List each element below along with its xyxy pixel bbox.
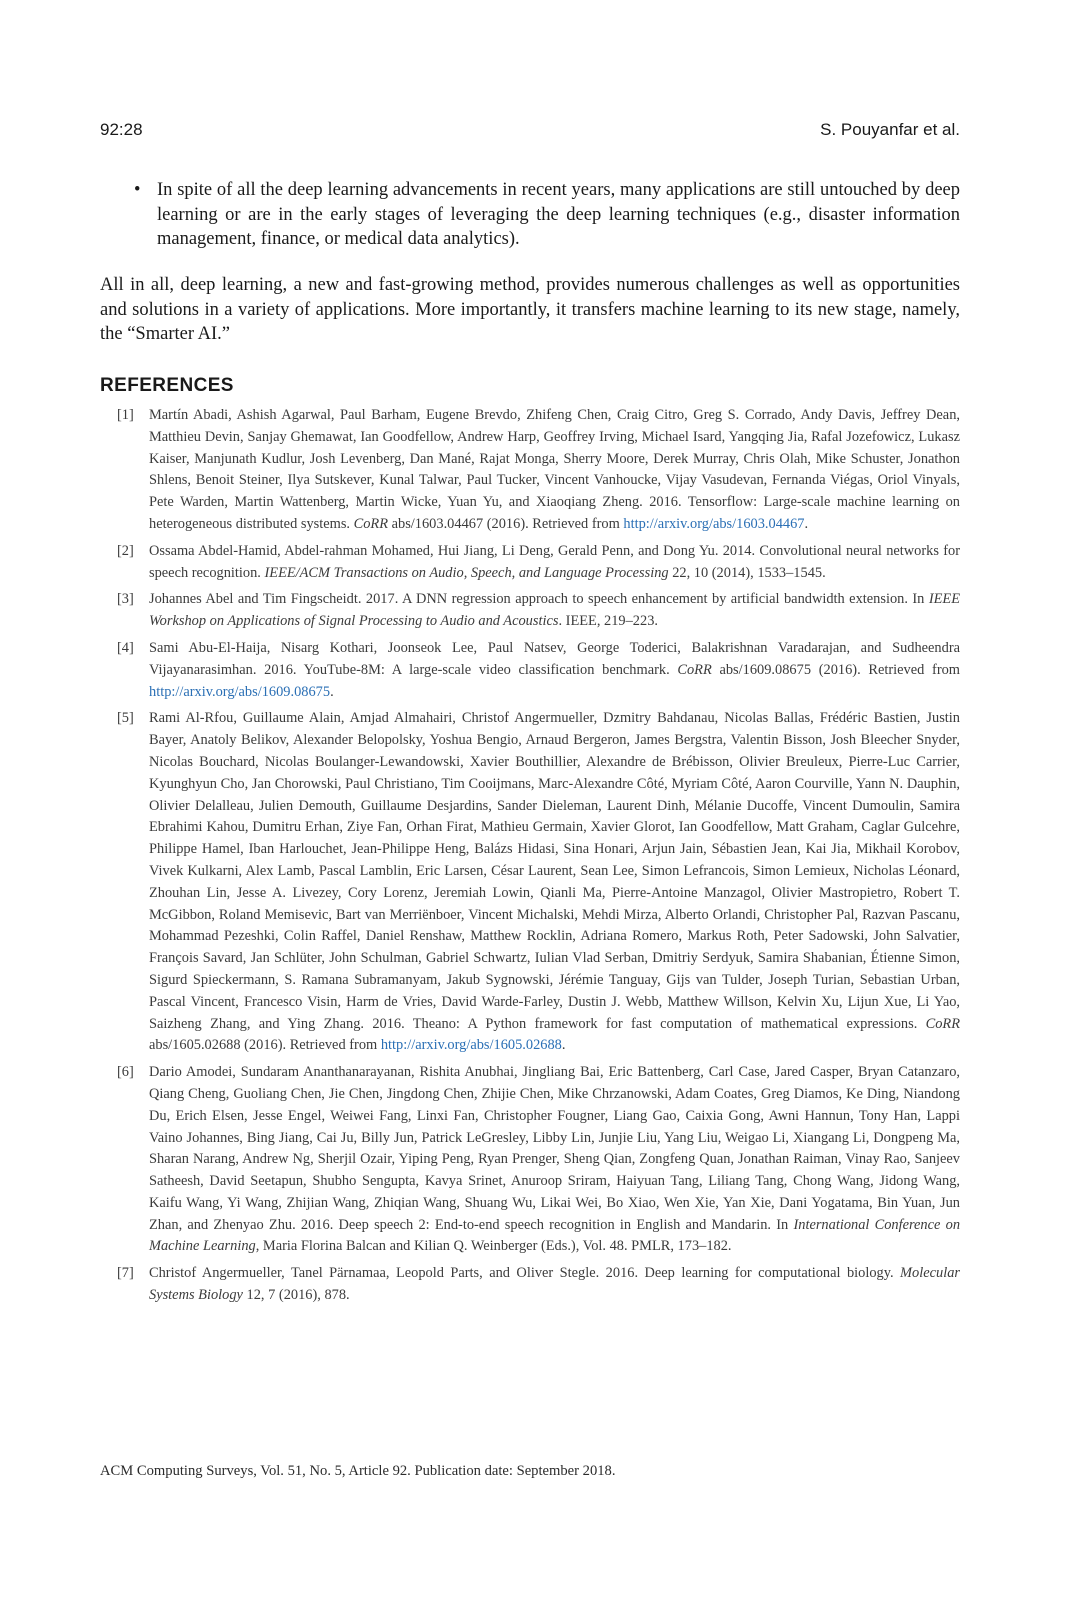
reference-details: abs/1609.08675 (2016). Retrieved from bbox=[711, 661, 961, 678]
reference-authors-title: Dario Amodei, Sundaram Ananthanarayanan, Rishita Anubhai, Jingliang Bai, Eric Battenberg, Carl Case, Jared Casper, Bryan Catanzaro, Qiang Cheng, Guoliang Chen, Jie Chen, Jingdong Chen, Zhijie Chen, Mike Chrzanowski, Adam Coates, Greg Diamos, Ke Ding, Niandong Du, Erich Elsen, Jesse Engel, Weiwei Fang, Linxi Fan, Christopher Fougner, Liang Gao, Caixia Gong, Awni Hannun, Tony Han, Lappi Vaino Johannes, Bing Jiang, Cai Ju, Billy Jun, Patrick LeGresley, Libby Lin, Junjie Liu, Yang Liu, Weigao Li, Xiangang Li, Dongpeng Ma, Sharan Narang, Andrew Ng, Sherjil Ozair, Yiping Peng, Ryan Prenger, Sheng Qian, Zongfeng Quan, Jonathan Raiman, Vinay Rao, Sanjeev Satheesh, David Seetapun, Shubho Sengupta, Kavya Srinet, Anuroop Sriram, Haiyuan Tang, Liliang Tang, Chong Wang, Jidong Wang, Kaifu Wang, Yi Wang, Zhijian Wang, Zhiqian Wang, Shuang Wu, Likai Wei, Bo Xiao, Wen Xie, Yan Xie, Dani Yogatama, Bin Yuan, Jun Zhan, and Zhenyao Zhu. 2016. Deep speech 2: End-to-end speech recognition in English and Mandarin. In bbox=[149, 1064, 960, 1233]
reference-venue: CoRR bbox=[353, 515, 389, 532]
reference-details: abs/1605.02688 (2016). Retrieved from bbox=[149, 1037, 381, 1054]
reference-venue: CoRR bbox=[677, 661, 712, 678]
reference-link[interactable]: http://arxiv.org/abs/1605.02688 bbox=[380, 1037, 562, 1054]
reference-number: [4] bbox=[117, 639, 134, 656]
paper-page bbox=[100, 0, 960, 1600]
reference-item bbox=[100, 589, 960, 633]
reference-item bbox=[100, 708, 960, 1057]
reference-authors-title: Martín Abadi, Ashish Agarwal, Paul Barham, Eugene Brevdo, Zhifeng Chen, Craig Citro, Greg S. Corrado, Andy Davis, Jeffrey Dean, Matthieu Devin, Sanjay Ghemawat, Ian Goodfellow, Andrew Harp, Geoffrey Irving, Michael Isard, Yangqing Jia, Rafal Jozefowicz, Lukasz Kaiser, Manjunath Kudlur, Josh Levenberg, Dan Mané, Rajat Monga, Sherry Moore, Derek Murray, Chris Olah, Mike Schuster, Jonathon Shlens, Benoit Steiner, Ilya Sutskever, Kunal Talwar, Paul Tucker, Vincent Vanhoucke, Vijay Vasudevan, Fernanda Viégas, Oriol Vinyals, Pete Warden, Martin Wattenberg, Martin Wicke, Yuan Yu, and Xiaoqiang Zheng. 2016. Tensorflow: Large-scale machine learning on heterogeneous distributed systems. bbox=[149, 407, 960, 532]
journal-footer: ACM Computing Surveys, Vol. 51, No. 5, Article 92. Publication date: September 2018. bbox=[100, 1463, 616, 1479]
reference-number: [3] bbox=[117, 591, 134, 608]
reference-authors-title: Ossama Abdel-Hamid, Abdel-rahman Mohamed, Hui Jiang, Li Deng, Gerald Penn, and Dong Yu. 2014. Convolutional neural networks for speech recognition. bbox=[149, 542, 960, 581]
reference-link[interactable]: http://arxiv.org/abs/1603.04467 bbox=[623, 515, 805, 532]
reference-number: [7] bbox=[117, 1265, 134, 1282]
running-authors: S. Pouyanfar et al. bbox=[820, 120, 960, 139]
reference-item bbox=[100, 1062, 960, 1258]
bullet-text: In spite of all the deep learning advancements in recent years, many applications are still untouched by deep learning or are in the early stages of leveraging the deep learning techniques (e.g., disaster information management, finance, or medical data analytics). bbox=[157, 180, 960, 249]
reference-venue: IEEE Workshop on Applications of Signal Processing to Audio and Acoustics bbox=[149, 591, 960, 630]
reference-item bbox=[100, 638, 960, 703]
reference-number: [2] bbox=[117, 542, 134, 559]
reference-item bbox=[100, 405, 960, 536]
reference-details: , Maria Florina Balcan and Kilian Q. Weinberger (Eds.), Vol. 48. PMLR, 173–182. bbox=[255, 1238, 732, 1255]
reference-details: . IEEE, 219–223. bbox=[558, 613, 658, 630]
reference-authors-title: Sami Abu-El-Haija, Nisarg Kothari, Joonseok Lee, Paul Natsev, George Toderici, Balakrishnan Varadarajan, and Sudheendra Vijayanarasimhan. 2016. YouTube-8M: A large-scale video classification benchmark. bbox=[149, 639, 960, 678]
reference-item bbox=[100, 541, 960, 585]
reference-venue: Molecular Systems Biology bbox=[149, 1265, 960, 1304]
running-header bbox=[100, 118, 960, 148]
reference-number: [1] bbox=[117, 407, 134, 423]
reference-tail: . bbox=[561, 1037, 566, 1054]
reference-number: [5] bbox=[117, 710, 134, 727]
reference-item bbox=[100, 1263, 960, 1307]
reference-authors-title: Rami Al-Rfou, Guillaume Alain, Amjad Almahairi, Christof Angermueller, Dzmitry Bahdanau, Nicolas Ballas, Frédéric Bastien, Justin Bayer, Anatoly Belikov, Alexander Belopolsky, Yoshua Bengio, Arnaud Bergeron, James Bergstra, Valentin Bisson, Josh Bleecher Snyder, Nicolas Bouchard, Nicolas Boulanger-Lewandowski, Xavier Bouthillier, Alexandre de Brébisson, Olivier Breuleux, Pierre-Luc Carrier, Kyunghyun Cho, Jan Chorowski, Paul Christiano, Tim Cooijmans, Marc-Alexandre Côté, Myriam Côté, Aaron Courville, Yann N. Dauphin, Olivier Delalleau, Julien Demouth, Guillaume Desjardins, Sander Dieleman, Laurent Dinh, Mélanie Ducoffe, Vincent Dumoulin, Samira Ebrahimi Kahou, Dumitru Erhan, Ziye Fan, Orhan Firat, Mathieu Germain, Xavier Glorot, Ian Goodfellow, Matt Graham, Caglar Gulcehre, Philippe Hamel, Iban Harlouchet, Jean-Philippe Heng, Balázs Hidasi, Sina Honari, Arjun Jain, Sébastien Jean, Kai Jia, Mikhail Korobov, Vivek Kulkarni, Alex Lamb, Pascal Lamblin, Eric Larsen, César Laurent, Sean Lee, Simon Lefrancois, Simon Lemieux, Nicholas Léonard, Zhouhan Lin, Jesse A. Livezey, Cory Lorenz, Jeremiah Lowin, Qianli Ma, Pierre-Antoine Manzagol, Olivier Mastropietro, Robert T. McGibbon, Roland Memisevic, Bart van Merriënboer, Vincent Michalski, Mehdi Mirza, Alberto Orlandi, Christopher Pal, Razvan Pascanu, Mohammad Pezeshki, Colin Raffel, Daniel Renshaw, Matthew Rocklin, Adriana Romero, Markus Roth, Peter Sadowski, John Salvatier, François Savard, Jan Schlüter, John Schulman, Gabriel Schwartz, Iulian Vlad Serban, Dmitriy Serdyuk, Samira Shabanian, Étienne Simon, Sigurd Spieckermann, S. Ramana Subramanyam, Jakub Sygnowski, Jérémie Tanguay, Gijs van Tulder, Joseph Turian, Sebastian Urban, Pascal Vincent, Francesco Visin, Harm de Vries, David Warde-Farley, Dustin J. Webb, Matthew Willson, Kelvin Xu, Lijun Xue, Li Yao, Saizheng Zhang, and Ying Zhang. 2016. Theano: A Python framework for fast computation of mathematical expressions. bbox=[149, 710, 960, 1032]
reference-details: 22, 10 (2014), 1533–1545. bbox=[668, 564, 826, 581]
conclusion-paragraph: All in all, deep learning, a new and fast-growing method, provides numerous challenges as well as opportunities and solutions in a variety of applications. More importantly, it transfers machine learning to its new stage, namely, the “Smarter AI.” bbox=[100, 275, 960, 344]
reference-link[interactable]: http://arxiv.org/abs/1609.08675 bbox=[149, 683, 331, 700]
reference-list bbox=[100, 405, 960, 1312]
reference-details: abs/1603.04467 (2016). Retrieved from bbox=[388, 515, 624, 532]
reference-details: 12, 7 (2016), 878. bbox=[242, 1287, 350, 1304]
reference-tail: . bbox=[330, 683, 334, 700]
reference-tail: . bbox=[804, 515, 809, 532]
bullet-item bbox=[134, 178, 960, 252]
reference-venue: International Conference on Machine Learning bbox=[149, 1216, 961, 1255]
reference-number: [6] bbox=[117, 1064, 134, 1081]
reference-authors-title: Johannes Abel and Tim Fingscheidt. 2017. A DNN regression approach to speech enhancement by artificial bandwidth extension. In bbox=[149, 591, 929, 608]
page-number: 92:28 bbox=[100, 120, 143, 139]
bullet-icon: • bbox=[134, 180, 141, 200]
reference-venue: CoRR bbox=[925, 1015, 960, 1032]
reference-venue: IEEE/ACM Transactions on Audio, Speech, and Language Processing bbox=[264, 564, 669, 581]
references-heading: REFERENCES bbox=[100, 375, 234, 396]
reference-authors-title: Christof Angermueller, Tanel Pärnamaa, Leopold Parts, and Oliver Stegle. 2016. Deep learning for computational biology. bbox=[149, 1265, 901, 1282]
